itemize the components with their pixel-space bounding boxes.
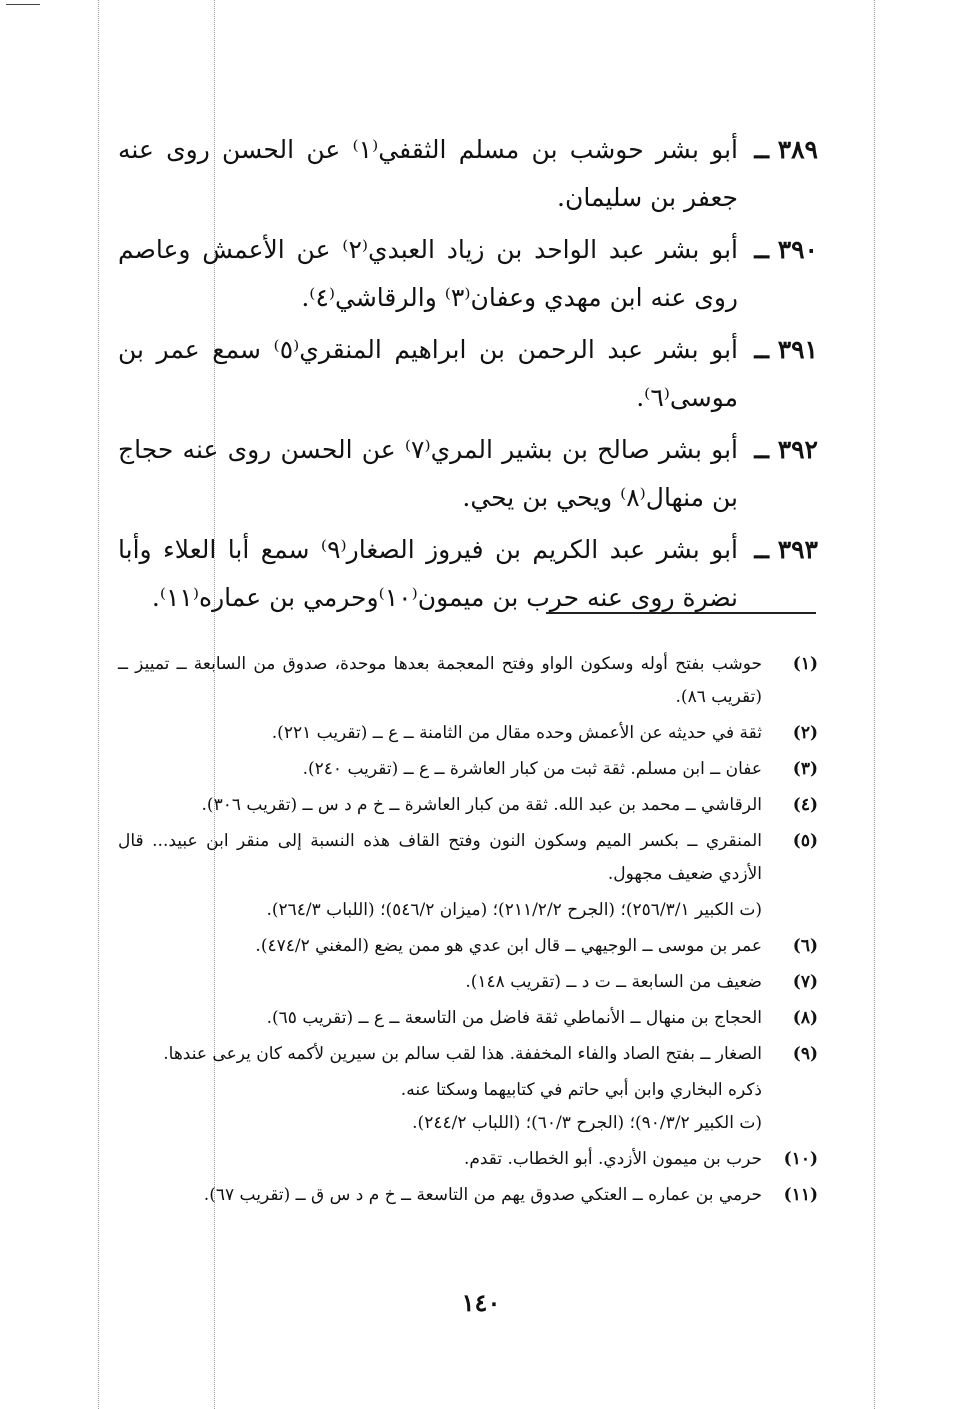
footnote-text: ضعيف من السابعة ــ ت د ــ (تقريب ١٤٨).	[465, 972, 762, 992]
footnote	[118, 930, 818, 963]
footnote-number: (٢)	[792, 723, 818, 743]
main-entries	[118, 126, 818, 626]
footnote-number: (٧)	[792, 972, 818, 992]
entry	[118, 426, 818, 522]
footnote	[118, 825, 818, 891]
footnote-text: حوشب بفتح أوله وسكون الواو وفتح المعجمة بعدها موحدة، صدوق من السابعة ــ تمييز ــ (تقريب ٨٦).	[118, 654, 762, 707]
footnote-text: حرب بن ميمون الأزدي. أبو الخطاب. تقدم.	[463, 1149, 762, 1169]
footnote-text: الصغار ــ بفتح الصاد والفاء المخففة. هذا لقب سالم بن سيرين لأكمه كان يرعى عندها.	[163, 1044, 762, 1064]
footnote-text: عفان ــ ابن مسلم. ثقة ثبت من كبار العاشرة ــ ع ــ (تقريب ٢٤٠).	[302, 759, 762, 779]
footnote-divider	[546, 612, 816, 614]
footnote-number: (١)	[792, 654, 818, 674]
scan-fold-line	[98, 0, 99, 1409]
footnote-text: الحجاج بن منهال ــ الأنماطي ثقة فاضل من التاسعة ــ ع ــ (تقريب ٦٥).	[266, 1008, 762, 1028]
footnote-number: (٦)	[792, 936, 818, 956]
entry	[118, 326, 818, 422]
footnote-text: عمر بن موسى ــ الوجيهي ــ قال ابن عدي هو ممن يضع (المغني ٤٧٤/٢).	[255, 936, 762, 956]
footnote-number: (٥)	[792, 831, 818, 851]
entry-number: ٣٩٠ ــ	[754, 235, 818, 264]
entry-text: أبو بشر صالح بن بشير المري⁽٧⁾ عن الحسن روى عنه حجاج بن منهال⁽٨⁾ ويحي بن يحي.	[118, 435, 738, 512]
footnote-text: ثقة في حديثه عن الأعمش وحده مقال من الثامنة ــ ع ــ (تقريب ٢٢١).	[271, 723, 762, 743]
entry-text: أبو بشر عبد الواحد بن زياد العبدي⁽٢⁾ عن الأعمش وعاصم روى عنه ابن مهدي وعفان⁽٣⁾ والرقاشي⁽٤⁾.	[118, 235, 738, 312]
scan-corner-mark	[6, 4, 40, 5]
footnotes	[118, 648, 818, 1215]
footnote	[118, 648, 818, 714]
entry-number: ٣٩٣ ــ	[754, 535, 818, 564]
footnote	[118, 1002, 818, 1035]
entry-text: أبو بشر عبد الرحمن بن ابراهيم المنقري⁽٥⁾ سمع عمر بن موسى⁽٦⁾.	[118, 335, 738, 412]
footnote-number: (٣)	[792, 759, 818, 779]
footnote-continuation: (ت الكبير ٢٥٦/٣/١)؛ (الجرح ٢١١/٢/٢)؛ (ميزان ٥٤٦/٢)؛ (اللباب ٢٦٤/٣).	[266, 900, 762, 920]
footnote	[118, 789, 818, 822]
footnote-text: الرقاشي ــ محمد بن عبد الله. ثقة من كبار العاشرة ــ خ م د س ــ (تقريب ٣٠٦).	[201, 795, 762, 815]
entry-text: أبو بشر عبد الكريم بن فيروز الصغار⁽٩⁾ سمع أبا العلاء وأبا نضرة روى عنه حرب بن ميمون⁽١٠⁾وحرمي بن عماره⁽١١⁾.	[118, 535, 739, 612]
footnote	[118, 1038, 818, 1071]
footnote	[118, 753, 818, 786]
entry	[118, 126, 818, 222]
entry-text: أبو بشر حوشب بن مسلم الثقفي⁽١⁾ عن الحسن روى عنه جعفر بن سليمان.	[118, 135, 738, 212]
footnote-number: (١١)	[783, 1185, 818, 1205]
footnote	[118, 1143, 818, 1176]
footnote-number: (٩)	[792, 1044, 818, 1064]
footnote-number: (٨)	[792, 1008, 818, 1028]
entry-number: ٣٩١ ــ	[754, 335, 818, 364]
entry	[118, 226, 818, 322]
footnote-number: (٤)	[792, 795, 818, 815]
footnote-text: المنقري ــ بكسر الميم وسكون النون وفتح القاف هذه النسبة إلى منقر ابن عبيد... قال الأزدي ضعيف مجهول.	[118, 831, 762, 884]
entry-number: ٣٩٢ ــ	[754, 435, 818, 464]
scan-fold-line	[874, 0, 875, 1409]
footnote-continuation: ذكره البخاري وابن أبي حاتم في كتابيهما وسكتا عنه. (ت الكبير ٩٠/٣/٢)؛ (الجرح ٦٠/٣)؛ (اللباب ٢٤٤/٢).	[400, 1080, 762, 1133]
footnote	[118, 717, 818, 750]
footnote-number: (١٠)	[783, 1149, 818, 1169]
page-number: ١٤٠	[461, 1288, 501, 1317]
entry-number: ٣٨٩ ــ	[754, 135, 818, 164]
entry	[118, 526, 818, 622]
footnote	[118, 1179, 818, 1212]
footnote	[118, 966, 818, 999]
footnote-text: حرمي بن عماره ــ العتكي صدوق يهم من التاسعة ــ خ م د س ق ــ (تقريب ٦٧).	[203, 1185, 762, 1205]
